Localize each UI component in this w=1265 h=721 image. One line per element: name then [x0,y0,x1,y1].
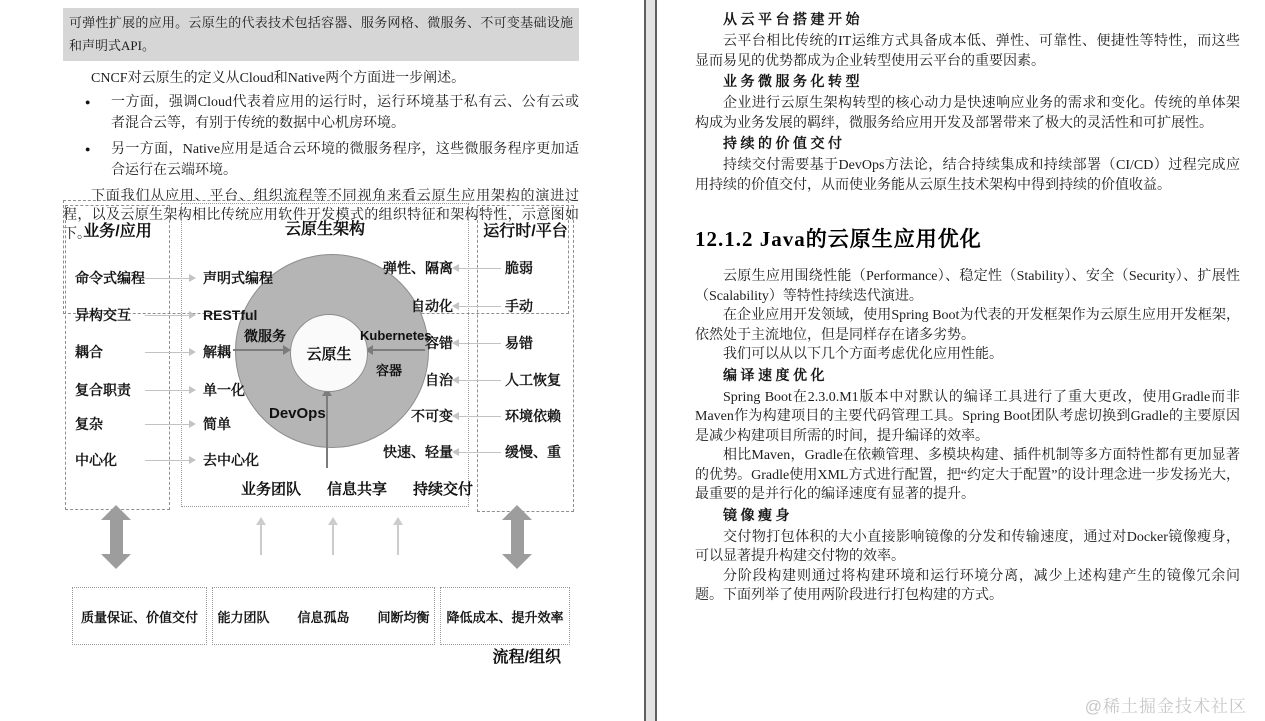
paragraph: 交付物打包体积的大小直接影响镜像的分发和传输速度，通过对Docker镜像瘦身，可以显著提升构建交付物的效率。 [695,529,1240,564]
app-to-label: 简单 [203,416,231,432]
runtime-to-label: 弹性、隔离 [383,260,453,276]
section-title: 12.1.2 Java的云原生应用优化 [695,227,982,251]
arrow-head [502,505,532,520]
paragraph: 持续交付需要基于DevOps方法论，结合持续集成和持续部署（CI/CD）过程完成应用持续的价值交付，从而使业务能从云原生技术架构中得到持续的价值收益。 [695,158,1240,193]
runtime-row [63,296,575,316]
app-to-label: 去中心化 [203,452,259,468]
app-from-label: 异构交互 [75,307,131,323]
paragraph-cncf-definition: CNCF对云原生的定义从Cloud和Native两个方面进一步阐述。 [91,71,466,86]
process-item: 能力团队 [217,609,270,625]
left-arrow-icon [459,306,501,307]
process-item-box [212,587,435,645]
arrow-head [502,554,532,569]
runtime-to-label: 不可变 [411,408,453,424]
runtime-to-label: 快速、轻量 [383,444,453,460]
runtime-from-label: 缓慢、重 [505,444,561,460]
runtime-from-label: 环境依赖 [505,408,561,424]
box-title: 流程/组织 [492,649,561,666]
paragraph: 相比Maven，Gradle在依赖管理、多模块构建、插件机制等多方面特性都有更加显著的优势。Gradle使用XML方式进行配置，把“约定大于配置”的设计理念进一步发扬光大，最重要的是并行化的编译速度有显著的提升。 [695,448,1240,502]
runtime-row [63,333,575,353]
subheading-microservice-transform: 业务微服务化转型 [723,75,863,90]
subheading-image-slimming: 镜像瘦身 [723,508,793,524]
up-arrow-icon [397,525,399,555]
runtime-from-label: 易错 [505,335,533,351]
runtime-to-label: 自动化 [411,298,453,314]
paragraph: 云原生应用围绕性能（Performance）、稳定性（Stability）、安全（Security）、扩展性（Scalability）等特性持续迭代演进。 [695,269,1240,304]
subheading-continuous-value: 持续的价值交付 [723,137,846,152]
devops-label: DevOps [269,405,326,422]
app-to-label: 单一化 [203,382,245,398]
kubernetes-label: Kubernetes [360,328,432,343]
bullet-list [63,92,579,181]
cloud-native-core-circle: 云原生 [290,314,368,392]
app-to-label: 解耦 [203,344,231,360]
right-page-text [695,10,1240,606]
arrow-head [101,554,131,569]
bullet-text: 另一方面，Native应用是适合云环境的微服务程序，这些微服务程序更加适合运行在云端环境。 [111,142,579,178]
process-item-box: 降低成本、提升效率 [440,587,570,645]
runtime-to-label: 容错 [425,335,453,351]
app-from-label: 中心化 [75,452,117,468]
highlighted-paragraph: 可弹性扩展的应用。云原生的代表技术包括容器、服务网格、微服务、不可变基础设施和声明式API。 [63,8,579,61]
left-arrow-icon [459,380,501,381]
runtime-row [63,442,575,462]
right-arrow-icon [145,278,189,279]
arch-bottom-item: 持续交付 [413,481,474,498]
subheading-compile-speed: 编译速度优化 [723,368,828,384]
paragraph: 云平台相比传统的IT运维方式具备成本低、弹性、可靠性、便捷性等特性，而这些显而易见的优势都成为企业转型使用云平台的重要因素。 [695,34,1240,69]
watermark: @稀土掘金技术社区 [1084,697,1247,716]
runtime-row [63,258,575,278]
subheading-cloud-platform: 从云平台搭建开始 [723,13,863,28]
runtime-from-label: 脆弱 [505,260,533,276]
process-item: 信息孤岛 [297,609,350,625]
left-arrow-icon [459,268,501,269]
bullet-text: 一方面，强调Cloud代表着应用的运行时，运行环境基于私有云、公有云或者混合云等，有别于传统的数据中心机房环境。 [111,95,579,131]
container-label: 容器 [376,363,403,378]
list-item [63,92,579,134]
paragraph: 分阶段构建则通过将构建环境和运行环境分离，减少上述构建产生的镜像冗余问题。下面列举了使用两阶段进行打包构建的方式。 [695,568,1240,603]
app-from-label: 复合职责 [75,382,131,398]
paragraph: 我们可以从以下几个方面考虑优化应用性能。 [723,347,1003,362]
runtime-from-label: 手动 [505,298,533,314]
bullet-icon: ● [85,144,91,154]
right-arrow-icon [145,390,189,391]
paragraph: Spring Boot在2.3.0.M1版本中对默认的编译工具进行了重大更改，使用Gradle而非Maven作为构建项目的主要代码管理工具。Spring Boot团队考虑切换到Gradle的主要原因是减少构建项目所需的时间，提升编译的效率。 [695,389,1240,444]
double-arrow-icon [502,505,532,569]
box-title: 云原生架构 [284,221,365,238]
up-arrow-icon [260,525,262,555]
cloud-native-architecture-diagram [63,200,575,675]
paragraph: 在企业应用开发领域，使用Spring Boot为代表的开发框架作为云原生应用开发框架，依然处于主流地位，但是同样存在诸多劣势。 [695,308,1240,343]
page-divider [644,0,657,721]
left-arrow-icon [459,452,501,453]
runtime-from-label: 人工恢复 [505,372,561,388]
box-title: 运行时/平台 [483,223,568,240]
app-from-label: 耦合 [75,344,103,360]
arch-bottom-item: 信息共享 [326,481,387,498]
runtime-row [63,406,575,426]
box-title: 业务/应用 [83,223,152,240]
left-arrow-icon [459,416,501,417]
app-to-label: RESTful [203,307,258,323]
arch-bottom-row [211,478,503,499]
double-arrow-icon [101,505,131,569]
list-item [63,139,579,181]
process-item: 间断均衡 [377,609,430,625]
paragraph-intro-diagram: 下面我们从应用、平台、组织流程等不同视角来看云原生应用架构的演进过程，以及云原生架构相比传统应用软件开发模式的组织特征和架构特性，示意图如下。 [63,189,579,242]
app-from-label: 命令式编程 [75,270,145,286]
bullet-icon: ● [85,97,91,107]
right-page [657,0,1265,721]
microservice-label: 微服务 [244,328,286,344]
arrow-shaft [110,520,123,554]
arrow-head [101,505,131,520]
arch-bottom-item: 业务团队 [240,481,301,498]
paragraph: 企业进行云原生架构转型的核心动力是快速响应业务的需求和变化。传统的单体架构成为业务发展的羁绊，微服务给应用开发及部署带来了极大的灵活性和可扩展性。 [695,96,1240,131]
arrow-shaft [511,520,524,554]
runtime-to-label: 自治 [425,372,453,388]
process-item-box: 质量保证、价值交付 [72,587,207,645]
app-from-label: 复杂 [75,416,103,432]
app-to-label: 声明式编程 [203,270,273,286]
runtime-row [63,370,575,390]
left-arrow-icon [459,343,501,344]
up-arrow-icon [332,525,334,555]
